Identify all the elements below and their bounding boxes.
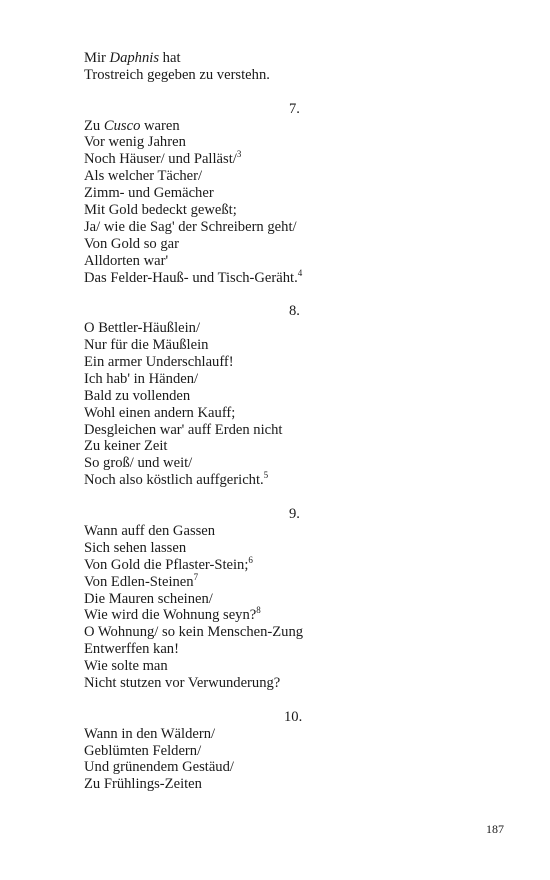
poem-line: Nur für die Mäußlein (84, 337, 209, 354)
line-text: Von Edlen-Steinen (84, 573, 194, 590)
poem-line: O Wohnung/ so kein Menschen-Zung (84, 624, 304, 641)
line-text: Wie wird die Wohnung seyn? (84, 607, 257, 624)
poem-line: Zu keiner Zeit (84, 438, 168, 455)
poem-line (84, 571, 504, 591)
stanza-number: 7. (289, 100, 300, 117)
poem-line: Mit Gold bedeckt geweßt; (84, 202, 237, 219)
footnote-marker: 5 (263, 470, 269, 481)
line-text: hat (159, 50, 181, 66)
poem-line: Wann auff den Gassen (84, 522, 216, 539)
page-number: 187 (486, 822, 504, 836)
poem-line: Sich sehen lassen (84, 539, 187, 556)
line-text: Noch also köstlich auffgericht. (84, 472, 264, 489)
poem-line: Trostreich gegeben zu verstehn. (84, 66, 270, 83)
stanza-9 (84, 506, 504, 692)
poem-line (84, 267, 504, 287)
poem-line: Nicht stutzen vor Verwunderung? (84, 674, 281, 691)
stanza-8 (84, 303, 504, 489)
poem-line: Wie solte man (84, 658, 168, 675)
line-text: Von Gold die Pflaster-Stein; (84, 556, 249, 573)
poem-line: Bald zu vollenden (84, 387, 191, 404)
poem-line: Alldorten war' (84, 252, 169, 269)
poem-line (84, 118, 504, 135)
poem-line: Ja/ wie die Sag' der Schreibern geht/ (84, 218, 297, 235)
footnote-marker: 7 (193, 571, 199, 582)
poem-line: Und grünendem Gestäud/ (84, 759, 234, 776)
footnote-marker: 6 (248, 554, 253, 565)
line-text: Zu (84, 117, 104, 134)
poem-line: Als welcher Tächer/ (84, 168, 203, 185)
poem-line: Die Mauren scheinen/ (84, 590, 213, 607)
poem-line: Wann in den Wäldern/ (84, 725, 216, 742)
line-text: waren (140, 117, 180, 134)
poem-line: Zu Frühlings-Zeiten (84, 776, 202, 793)
stanza-number: 10. (284, 708, 303, 725)
poem-line: Desgleichen war' auff Erden nicht (84, 421, 283, 438)
italic-name: Daphnis (109, 50, 160, 66)
poem-line: Vor wenig Jahren (84, 134, 186, 151)
poem-text (84, 50, 504, 793)
poem-line (84, 151, 504, 168)
poem-line: O Bettler-Häußlein/ (84, 320, 201, 337)
poem-line: Geblümten Feldern/ (84, 742, 202, 759)
poem-line: Zimm- und Gemächer (84, 185, 214, 202)
poem-line: Ich hab' in Händen/ (84, 370, 199, 387)
line-text: Mir (84, 50, 110, 66)
stanza-7 (84, 101, 504, 287)
poem-line (84, 607, 504, 624)
poem-line (84, 50, 504, 67)
poem-line: Von Gold so gar (84, 235, 179, 252)
poem-line: Wohl einen andern Kauff; (84, 404, 236, 421)
line-text: Noch Häuser/ und Palläst/ (84, 151, 237, 168)
footnote-marker: 8 (256, 605, 261, 616)
stanza-10 (84, 709, 504, 793)
line-text: Das Felder-Hauß- und Tisch-Geräht. (84, 269, 298, 286)
poem-line (84, 472, 504, 489)
italic-name: Cusco (103, 117, 141, 134)
poem-line: Ein armer Underschlauff! (84, 354, 234, 371)
footnote-marker: 4 (297, 267, 303, 278)
stanza-number: 8. (289, 303, 300, 320)
poem-line: Entwerffen kan! (84, 641, 179, 658)
footnote-marker: 3 (236, 149, 242, 160)
stanza-number: 9. (289, 506, 300, 523)
poem-line (84, 554, 504, 574)
poem-line: So groß/ und weit/ (84, 455, 193, 472)
